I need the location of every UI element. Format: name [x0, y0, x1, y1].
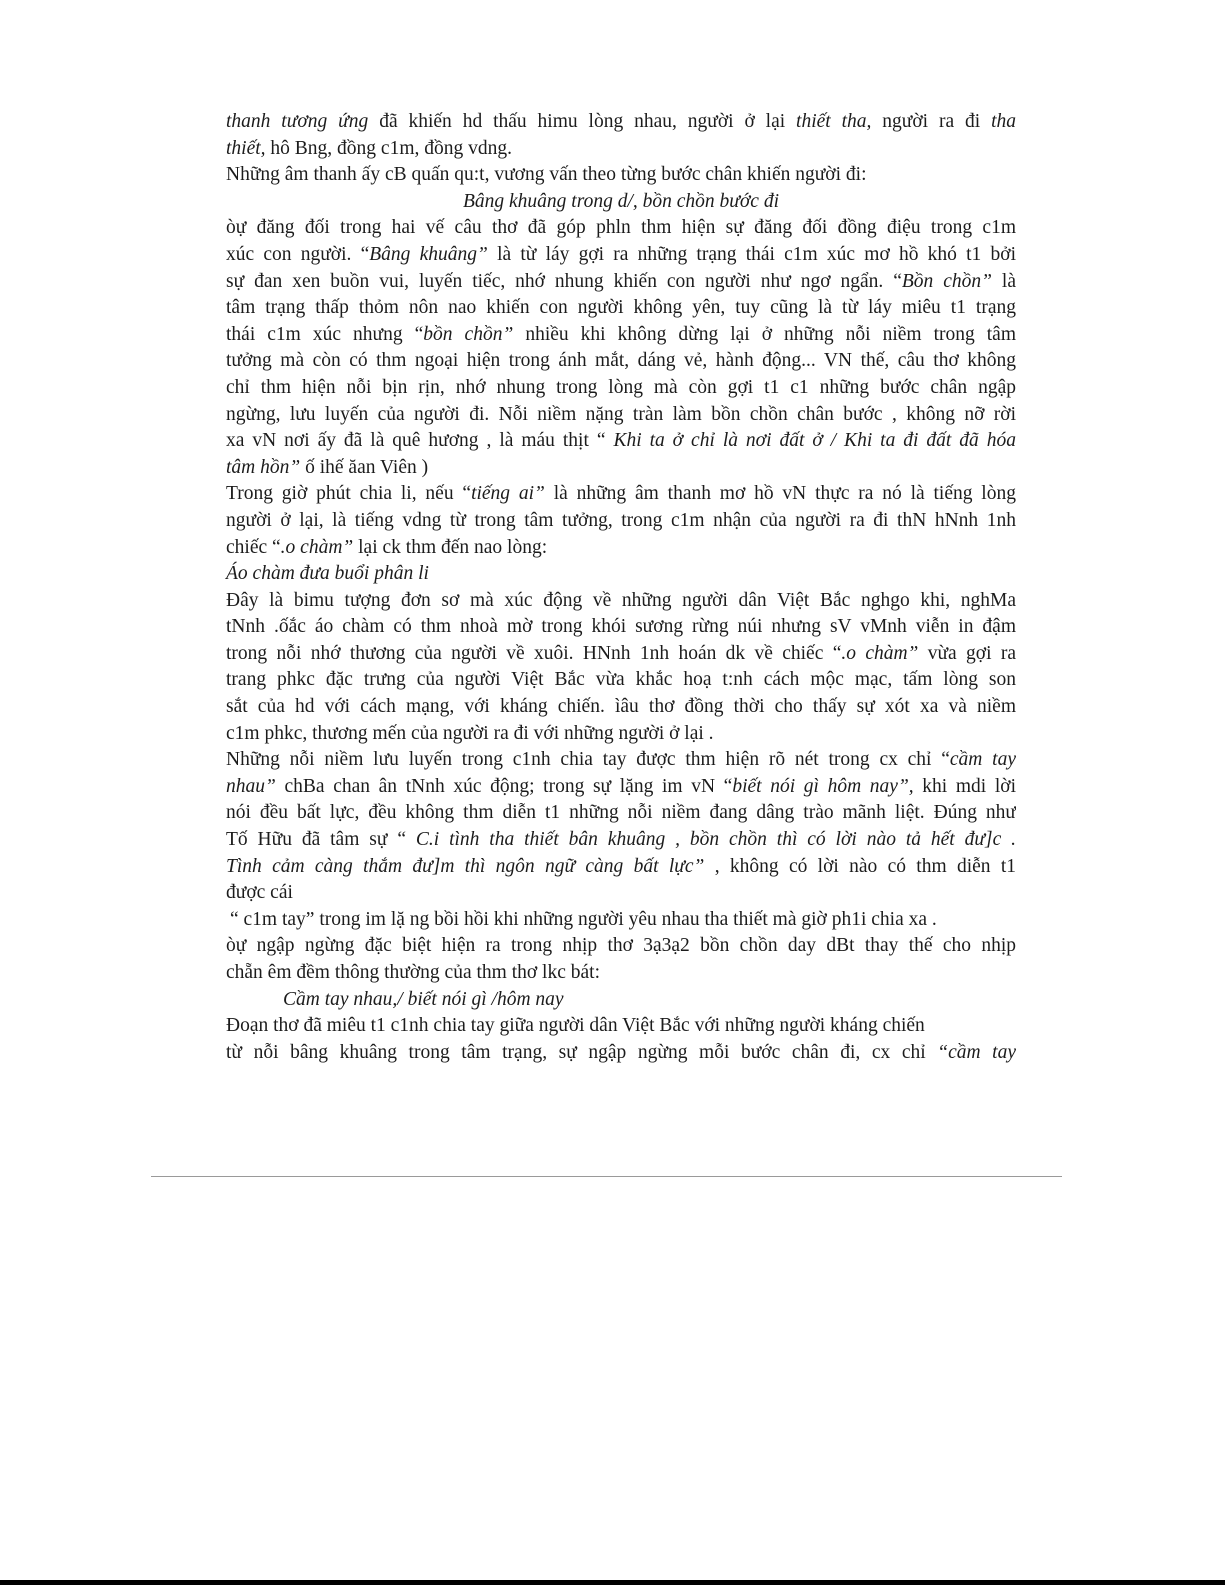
text-line: chiếc “.o chàm” lại ck thm đến nao lòng:: [226, 536, 548, 558]
text-line: trong nỗi nhớ thương của người về xuôi. HNnh 1nh hoán dk về chiếc “.o chàm” vừa gợi ra: [226, 642, 1016, 664]
text-line: nói đều bất lực, đều không thm diễn t1 những nỗi niềm đang dâng trào mãnh liệt. Đúng như: [226, 802, 1016, 824]
text-line: ngừng, lưu luyến của người đi. Nỗi niềm nặng tràn làm bồn chồn chân bước , không nỡ rời: [226, 403, 1016, 425]
text-line: tNnh .ốắc áo chàm có thm nhoà mờ trong khói sương rừng núi nhưng sV vMnh viễn in đậm: [226, 616, 1016, 638]
text-line: chỉ thm hiện nỗi bịn rịn, nhớ nhung trong lòng mà còn gợi t1 c1 những bước chân ngập: [226, 376, 1016, 398]
text-line: sắt của hd với cách mạng, với kháng chiến. ìâu thơ đồng thời cho thấy sự xót xa và niềm: [226, 696, 1016, 718]
text-line: “ c1m tay” trong im lặ ng bồi hồi khi những người yêu nhau tha thiết mà giờ ph1i chia xa .: [230, 908, 937, 930]
text-line: người ở lại, là tiếng vdng từ trong tâm tưởng, trong c1m nhận của người ra đi thN hNnh 1nh: [226, 509, 1016, 531]
text-line: nhau” chBa chan ân tNnh xúc động; trong sự lặng im vN “biết nói gì hôm nay”, khi mdi lời: [226, 775, 1016, 797]
text-line: sự đan xen buồn vui, luyến tiếc, nhớ nhung khiến con người như ngơ ngẩn. “Bồn chồn” là: [226, 270, 1016, 292]
text-line: từ nỗi bâng khuâng trong tâm trạng, sự ngập ngừng mỗi bước chân đi, cx chỉ “cầm tay: [226, 1041, 1016, 1063]
text-line: xa vN nơi ấy đã là quê hương , là máu thịt “ Khi ta ở chỉ là nơi đất ở / Khi ta đi đất đã hóa: [226, 430, 1016, 452]
text-line: Những âm thanh ấy cB quấn qu:t, vương vấn theo từng bước chân khiến người đi:: [226, 164, 867, 186]
text-line: Tố Hữu đã tâm sự “ C.i tình tha thiết bân khuâng , bồn chồn thì có lời nào tả hết đư]c .: [226, 829, 1016, 851]
text-line: òự ngập ngừng đặc biệt hiện ra trong nhịp thơ 3ạ3ạ2 bồn chồn day dBt thay thế cho nhịp: [226, 935, 1016, 957]
text-line: được cái: [226, 882, 293, 904]
page-separator-line: [151, 1176, 1062, 1177]
verse-line: Áo chàm đưa buổi phân li: [226, 563, 429, 585]
text-line: òự đăng đối trong hai vế câu thơ đã góp phln thm hiện sự đăng đối đồng điệu trong c1m: [226, 217, 1016, 239]
text-line: Tình cảm càng thắm đư]m thì ngôn ngữ càng bất lực” , không có lời nào có thm diễn t1: [226, 855, 1016, 877]
text-line: Đoạn thơ đã miêu t1 c1nh chia tay giữa người dân Việt Bắc với những người kháng chiến: [226, 1015, 925, 1037]
text-line: thiết, hô Bng, đồng c1m, đồng vdng.: [226, 137, 513, 159]
text-line: tâm trạng thấp thỏm nôn nao khiến con người không yên, tuy cũng là từ láy miêu t1 trạng: [226, 297, 1016, 319]
text-line: thanh tương ứng đã khiến hd thấu himu lòng nhau, người ở lại thiết tha, người ra đi tha: [226, 111, 1016, 132]
text-line: tâm hồn” ố ihế ăan Viên ): [226, 456, 429, 478]
text-line: Trong giờ phút chia li, nếu “tiếng ai” là những âm thanh mơ hồ vN thực ra nó là tiếng lòng: [226, 483, 1016, 505]
text-line: Những nỗi niềm lưu luyến trong c1nh chia tay được thm hiện rõ nét trong cx chỉ “cầm tay: [226, 749, 1016, 771]
text-line: Đây là bimu tượng đơn sơ mà xúc động về những người dân Việt Bắc nghgo khi, nghMa: [226, 589, 1016, 611]
page-bottom-edge: [0, 1580, 1225, 1585]
text-line: c1m phkc, thương mến của người ra đi với những người ở lại .: [226, 722, 714, 744]
verse-line: Bâng khuâng trong d/, bồn chồn bước đi: [462, 190, 780, 212]
text-line: xúc con người. “Bâng khuâng” là từ láy gợi ra những trạng thái c1m xúc mơ hồ khó t1 bởi: [226, 243, 1016, 265]
text-line: chẵn êm đềm thông thường của thm thơ lkc bát:: [226, 962, 600, 983]
text-line: trang phkc đặc trưng của người Việt Bắc vừa khắc hoạ t:nh cách mộc mạc, tấm lòng son: [226, 669, 1016, 691]
text-line: tưởng mà còn có thm ngoại hiện trong ánh mắt, dáng vẻ, hành động... VN thế, câu thơ không: [226, 350, 1016, 372]
body-text: [226, 109, 1016, 1066]
verse-line: Cầm tay nhau,/ biết nói gì /hôm nay: [283, 988, 564, 1010]
text-line: thái c1m xúc nhưng “bồn chồn” nhiều khi không dừng lại ở những nỗi niềm trong tâm: [226, 323, 1016, 345]
